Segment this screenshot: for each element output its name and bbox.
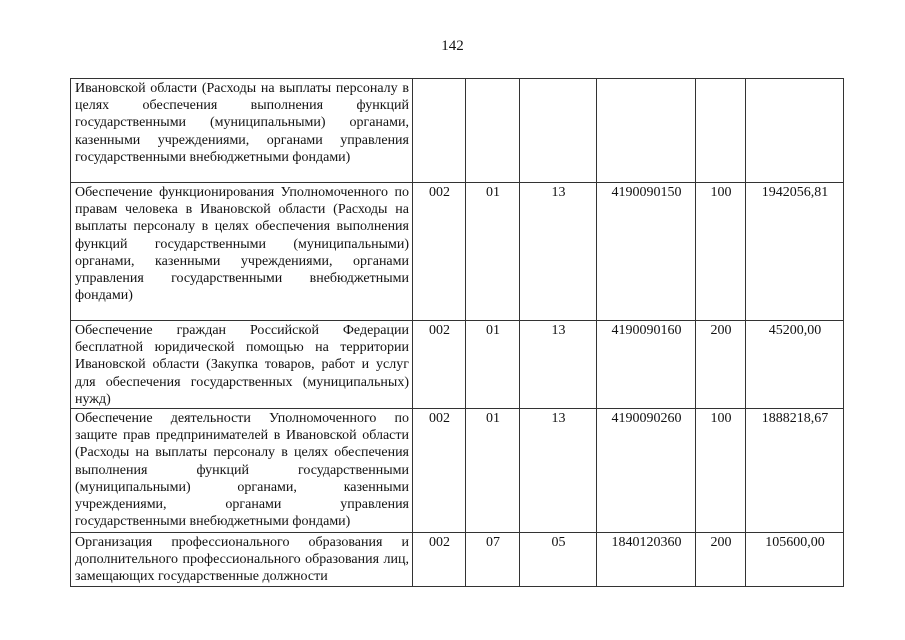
ministry-code-cell: 002 <box>413 321 466 409</box>
section-code-cell <box>466 79 520 183</box>
ministry-code-cell: 002 <box>413 183 466 321</box>
subsection-code-cell: 13 <box>520 321 597 409</box>
subsection-code-cell: 05 <box>520 533 597 587</box>
ministry-code-cell: 002 <box>413 533 466 587</box>
subsection-code-cell: 13 <box>520 409 597 533</box>
row-description-cell: Обеспечение граждан Российской Федерации бесплатной юридической помощью на территории Ивановской области (Закупка товаров, работ и услуг для обеспечения государственных (муниципальных) нужд) <box>71 321 413 409</box>
section-code-cell: 07 <box>466 533 520 587</box>
table-row <box>71 321 844 409</box>
subsection-code-cell: 13 <box>520 183 597 321</box>
row-description-cell: Обеспечение деятельности Уполномоченного по защите прав предпринимателей в Ивановской области (Расходы на выплаты персоналу в целях обеспечения выполнения функций государственными (муниципальными) органами, казенными учреждениями, органами управления государственными внебюджетными фондами) <box>71 409 413 533</box>
subsection-code-cell <box>520 79 597 183</box>
amount-cell: 45200,00 <box>746 321 844 409</box>
ministry-code-cell <box>413 79 466 183</box>
section-code-cell: 01 <box>466 183 520 321</box>
table-row <box>71 79 844 183</box>
table-row <box>71 409 844 533</box>
table-row <box>71 183 844 321</box>
target-article-code-cell: 4190090260 <box>597 409 696 533</box>
expense-type-code-cell: 200 <box>696 533 746 587</box>
target-article-code-cell: 4190090150 <box>597 183 696 321</box>
row-description-cell: Ивановской области (Расходы на выплаты персоналу в целях обеспечения выполнения функций государственными (муниципальными) органами, казенными учреждениями, органами управления государственными внебюджетными фондами) <box>71 79 413 183</box>
amount-cell: 1888218,67 <box>746 409 844 533</box>
page-number: 142 <box>441 38 464 54</box>
ministry-code-cell: 002 <box>413 409 466 533</box>
section-code-cell: 01 <box>466 409 520 533</box>
expense-type-code-cell: 200 <box>696 321 746 409</box>
table-row <box>71 533 844 587</box>
row-description-cell: Организация профессионального образования и дополнительного профессионального образования лиц, замещающих государственные должности <box>71 533 413 587</box>
expense-type-code-cell: 100 <box>696 183 746 321</box>
target-article-code-cell <box>597 79 696 183</box>
expense-type-code-cell: 100 <box>696 409 746 533</box>
amount-cell: 1942056,81 <box>746 183 844 321</box>
budget-table <box>70 78 844 587</box>
row-description-cell: Обеспечение функционирования Уполномоченного по правам человека в Ивановской области (Расходы на выплаты персоналу в целях обеспечения выполнения функций государственными (муниципальными) органами, казенными учреждениями, органами управления государственными внебюджетными фондами) <box>71 183 413 321</box>
target-article-code-cell: 4190090160 <box>597 321 696 409</box>
amount-cell <box>746 79 844 183</box>
target-article-code-cell: 1840120360 <box>597 533 696 587</box>
section-code-cell: 01 <box>466 321 520 409</box>
amount-cell: 105600,00 <box>746 533 844 587</box>
expense-type-code-cell <box>696 79 746 183</box>
